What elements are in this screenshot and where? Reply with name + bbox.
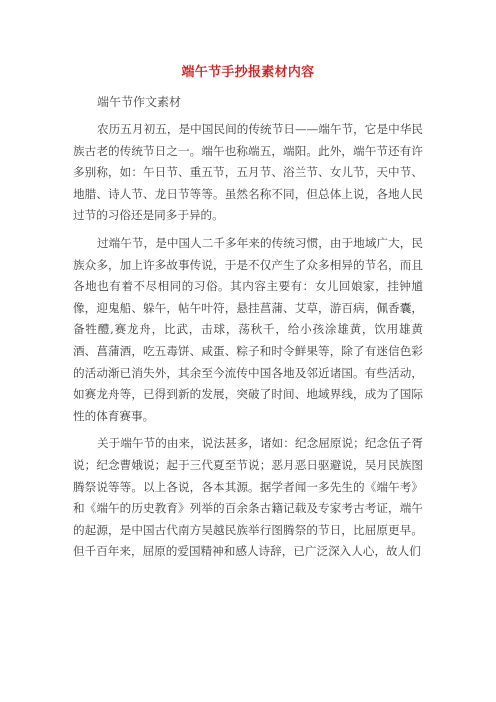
paragraph-intro: 农历五月初五，是中国民间的传统节日——端午节，它是中华民族古老的传统节日之一。端午也称端五，端阳。此外，端午节还有许多别称，如：午日节、重五节，五月节、浴兰节、女儿节，天中节、地腊、诗人节、龙日节等等。虽然名称不同，但总体上说，各地人民过节的习俗还是同多于异的。 <box>73 122 423 223</box>
section-subheading: 端午节作文素材 <box>97 95 182 109</box>
paragraph-origin: 关于端午节的由来，说法甚多，诸如：纪念屈原说；纪念伍子胥说；纪念曹娥说；起于三代夏至节说；恶月恶日驱避说，吴月民族图腾祭说等等。以上各说，各本其源。据学者闻一多先生的《端午考》和《端午的历史教育》列举的百余条古籍记载及专家考古考证，端午的起源，是中国古代南方吴越民族举行图腾祭的节日，比屈原更早。但千百年来，屈原的爱国精神和感人诗辞，已广泛深入人心，故人们 <box>73 436 423 559</box>
document-body <box>73 64 423 569</box>
document-title: 端午节手抄报素材内容 <box>181 65 315 80</box>
paragraph-customs: 过端午节，是中国人二千多年来的传统习惯，由于地域广大，民族众多，加上许多故事传说，于是不仅产生了众多相异的节名，而且各地也有着不尽相同的习俗。其内容主要有：女儿回娘家，挂钟馗像，迎鬼船、躲午，帖午叶符，悬挂菖蒲、艾草，游百病，佩香囊，备牲醴,赛龙舟，比武，击球，荡秋千，给小孩涂雄黄，饮用雄黄酒、菖蒲酒，吃五毒饼、咸蛋、粽子和时令鲜果等，除了有迷信色彩的活动渐已消失外，其余至今流传中国各地及邻近诸国。有些活动，如赛龙舟等，已得到新的发展，突破了时间、地域界线，成为了国际性的体育赛事。 <box>73 235 423 423</box>
